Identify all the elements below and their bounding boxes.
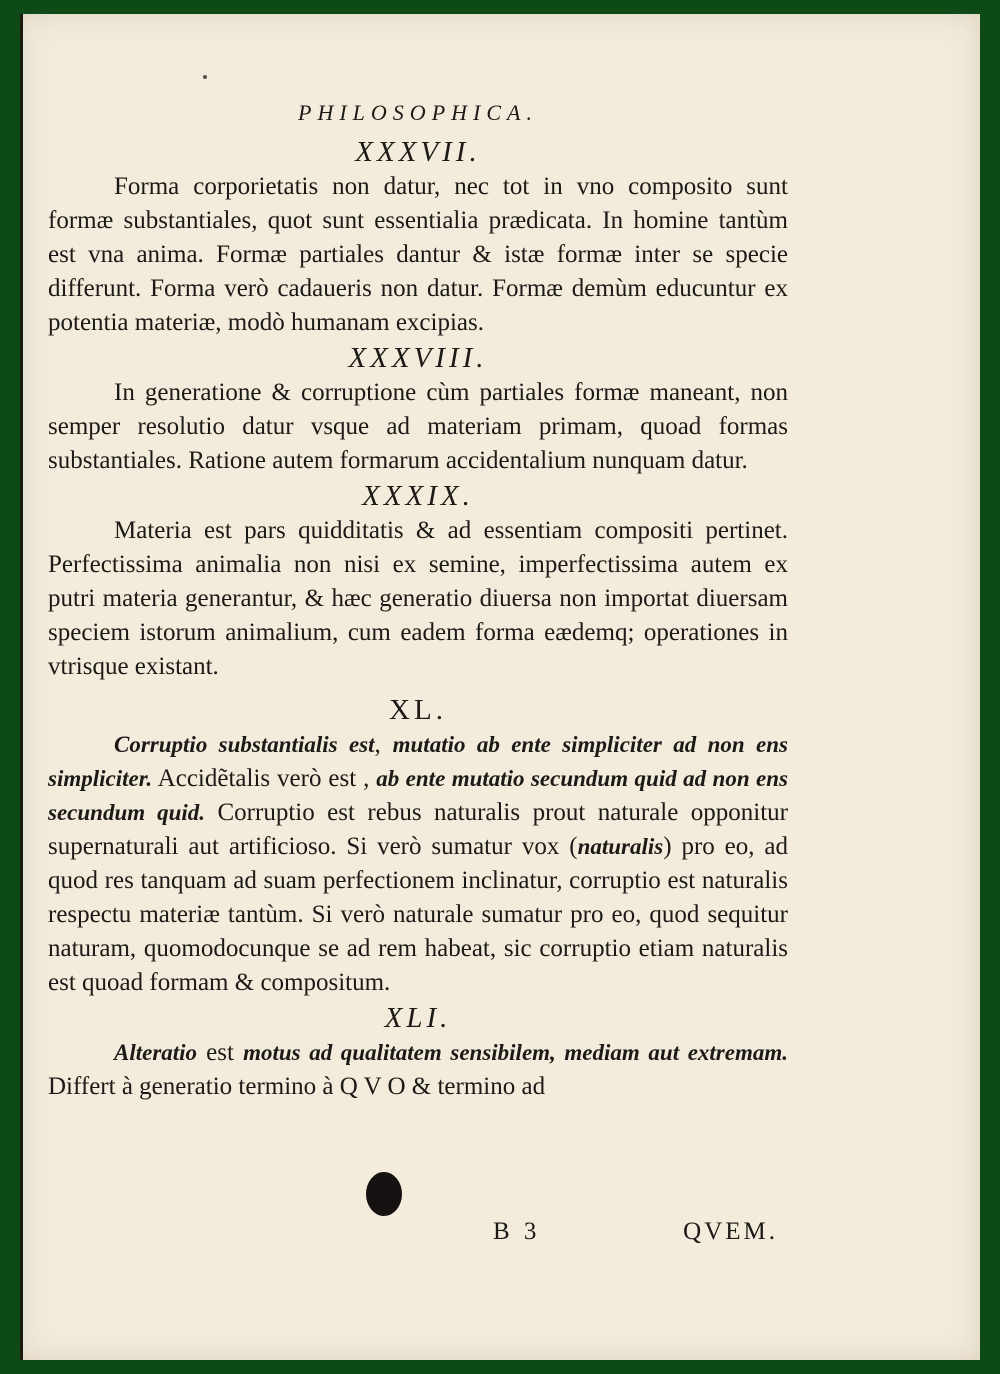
section-paragraph: In generatione & corruptione cùm partiales formæ maneant, non semper resolutio datur vsque ad materiam primam, quoad formas substantiales. Ratione autem formarum accidentalium nunquam datur. [48, 379, 788, 474]
signature-mark: B 3 [493, 1218, 541, 1245]
section-number: XXXVIII. [348, 342, 488, 374]
section-number: XXXIX. [362, 480, 474, 512]
italic-term: naturalis [577, 834, 664, 859]
section-paragraph: Materia est pars quidditatis & ad essentiam compositi pertinet. Perfectissima animalia non nisi ex semine, imperfectissima autem ex putri materia generantur, & hæc generatio diuersa non importat diuersam speciem istorum animalium, cum eadem forma eædemq; operationes in vtrisque existant. [48, 517, 788, 680]
section-number: XLI. [384, 1002, 452, 1034]
italic-term: Alteratio [114, 1040, 198, 1065]
section-paragraph [48, 1036, 788, 1104]
running-head: PHILOSOPHICA. [298, 100, 538, 125]
paragraph-text: ) pro eo, ad quod res tanquam ad suam perfectionem inclinatur, corruptio est naturalis respectu materiæ tantùm. Si verò naturale sumatur pro eo, quod sequitur naturam, quomodocunque se ad rem habeat, sic corruptio etiam naturalis est quoad formam & compositum. [48, 833, 788, 996]
page-edge-line [20, 14, 23, 1360]
paragraph-text: Accidẽtalis verò est , [152, 765, 377, 792]
ink-speck [203, 75, 207, 79]
paragraph-text: Differt à generatio termino à Q V O & termino ad [48, 1073, 546, 1100]
paragraph-text: , [374, 731, 393, 758]
italic-definition: mutatio ab ente simpliciter ad non ens simpliciter. [48, 732, 788, 791]
page-text [48, 90, 788, 1104]
italic-definition: Corruptio substantialis est [114, 732, 375, 757]
italic-definition: motus ad qualitatem sensibilem, mediam aut extremam. [243, 1040, 788, 1065]
paragraph-text: est [197, 1039, 244, 1066]
section-number: XL. [389, 694, 447, 726]
catchword: QVEM. [683, 1218, 778, 1245]
paragraph-text: Corruptio est rebus naturalis prout naturale opponitur supernaturali aut artificioso. Si verò sumatur vox ( [48, 799, 788, 860]
section-paragraph [48, 728, 788, 1000]
section-number: XXXVII. [355, 136, 481, 168]
italic-definition: ab ente mutatio secundum quid ad non ens secundum quid. [48, 766, 788, 825]
wormhole-damage [366, 1172, 402, 1216]
section-paragraph: Forma corporietatis non datur, nec tot in vno composito sunt formæ substantiales, quot sunt essentialia prædicata. In homine tantùm est vna anima. Formæ partiales dantur & istæ formæ inter se specie differunt. Forma verò cadaueris non datur. Formæ demùm educuntur ex potentia materiæ, modò humanam excipias. [48, 173, 788, 336]
